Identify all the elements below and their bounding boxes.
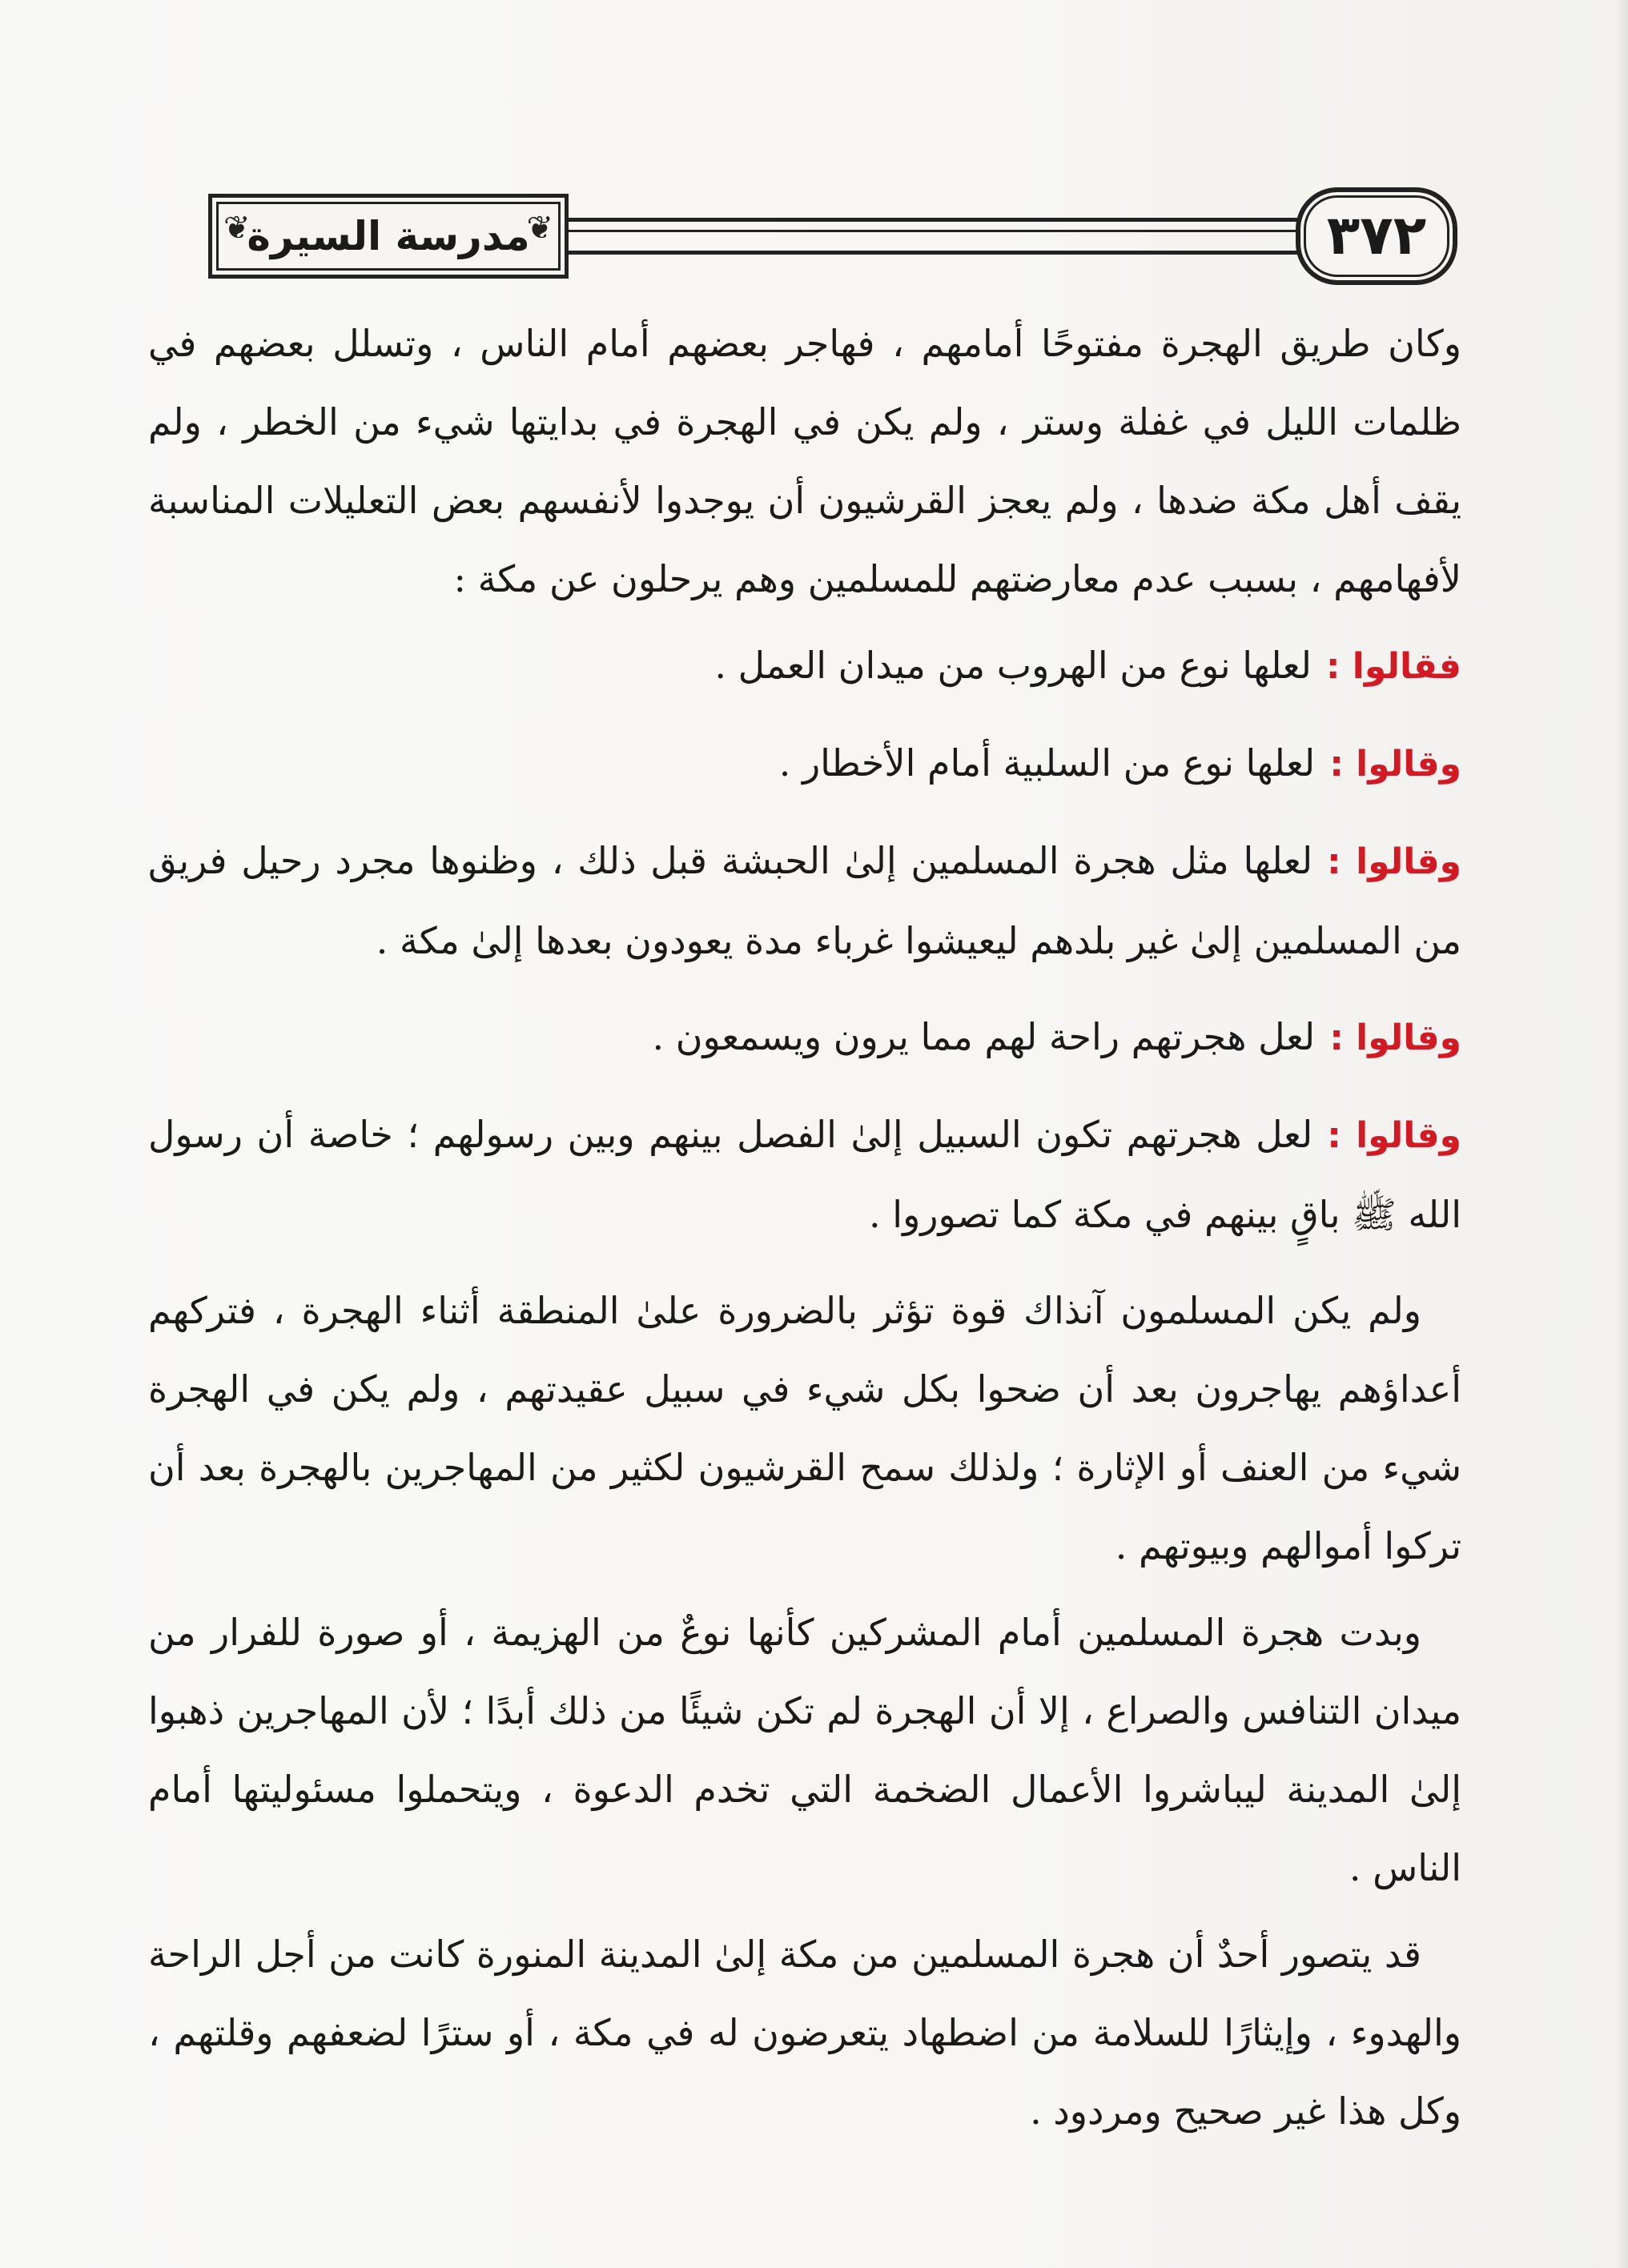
saying-1 bbox=[148, 626, 1461, 706]
saying-tag: وقالوا : bbox=[1327, 1115, 1461, 1156]
saying-tag: وقالوا : bbox=[1329, 744, 1461, 785]
saying-5 bbox=[148, 1095, 1461, 1254]
page-header bbox=[152, 183, 1473, 283]
page-edge bbox=[1617, 0, 1628, 2268]
book-title: مدرسة السيرة bbox=[247, 213, 530, 259]
saying-text: لعل هجرتهم راحة لهم مما يرون ويسمعون . bbox=[652, 1015, 1316, 1058]
page-number-frame bbox=[1296, 187, 1457, 285]
intro-paragraph: وكان طريق الهجرة مفتوحًا أمامهم ، فهاجر بعضهم أمام الناس ، وتسلل بعضهم في ظلمات الليل في غفلة وستر ، ولم يكن في الهجرة في بدايتها شيء من الخطر ، ولم يقف أهل مكة ضدها ، ولم يعجز القرشيون أن يوجدوا لأنفسهم بعض التعليلات المناسبة لأفهامهم ، بسبب عدم معارضتهم للمسلمين وهم يرحلون عن مكة : bbox=[148, 322, 1461, 600]
saying-text: لعل هجرتهم تكون السبيل إلىٰ الفصل بينهم وبين رسولهم ؛ خاصة أن رسول الله ﷺ باقٍ بينهم في مكة كما تصوروا . bbox=[148, 1113, 1461, 1236]
saying-tag: فقالوا : bbox=[1325, 646, 1461, 687]
saying-4 bbox=[148, 998, 1461, 1078]
paragraph-4: قد يتصور أحدٌ أن هجرة المسلمين من مكة إلىٰ المدينة المنورة كانت من أجل الراحة والهدوء ، وإيثارًا للسلامة من اضطهاد يتعرضون له في مكة ، أو سترًا لضعفهم وقلتهم ، وكل هذا غير صحيح ومردود . bbox=[148, 1933, 1461, 2133]
saying-text: لعلها نوع من الهروب من ميدان العمل . bbox=[714, 644, 1312, 687]
ornament-icon: ❦ bbox=[223, 210, 251, 247]
ornament-icon: ❦ bbox=[526, 210, 553, 247]
page-number: ٣٧٢ bbox=[1326, 204, 1427, 267]
saying-2 bbox=[148, 724, 1461, 804]
saying-tag: وقالوا : bbox=[1329, 1018, 1461, 1058]
paragraph-3: وبدت هجرة المسلمين أمام المشركين كأنها نوعٌ من الهزيمة ، أو صورة للفرار من ميدان التنافس والصراع ، إلا أن الهجرة لم تكن شيئًا من ذلك أبدًا ؛ لأن المهاجرين ذهبوا إلىٰ المدينة ليباشروا الأعمال الضخمة التي تخدم الدعوة ، ويتحملوا مسئوليتها أمام الناس . bbox=[148, 1611, 1461, 1889]
saying-tag: وقالوا : bbox=[1327, 841, 1461, 882]
saying-text: لعلها نوع من السلبية أمام الأخطار . bbox=[778, 741, 1316, 785]
saying-3 bbox=[148, 821, 1461, 980]
paragraph-2: ولم يكن المسلمون آنذاك قوة تؤثر بالضرورة علىٰ المنطقة أثناء الهجرة ، فتركهم أعداؤهم يهاجرون بعد أن ضحوا بكل شيء في سبيل عقيدتهم ، ولم يكن في الهجرة شيء من العنف أو الإثارة ؛ ولذلك سمح القرشيون لكثير من المهاجرين بالهجرة بعد أن تركوا أموالهم وبيوتهم . bbox=[148, 1289, 1461, 1568]
title-cartouche bbox=[208, 194, 569, 279]
page-body bbox=[148, 304, 1461, 2158]
saying-text: لعلها مثل هجرة المسلمين إلىٰ الحبشة قبل ذلك ، وظنوها مجرد رحيل فريق من المسلمين إلىٰ غير بلدهم ليعيشوا غرباء مدة يعودون بعدها إلىٰ مكة . bbox=[148, 839, 1461, 962]
